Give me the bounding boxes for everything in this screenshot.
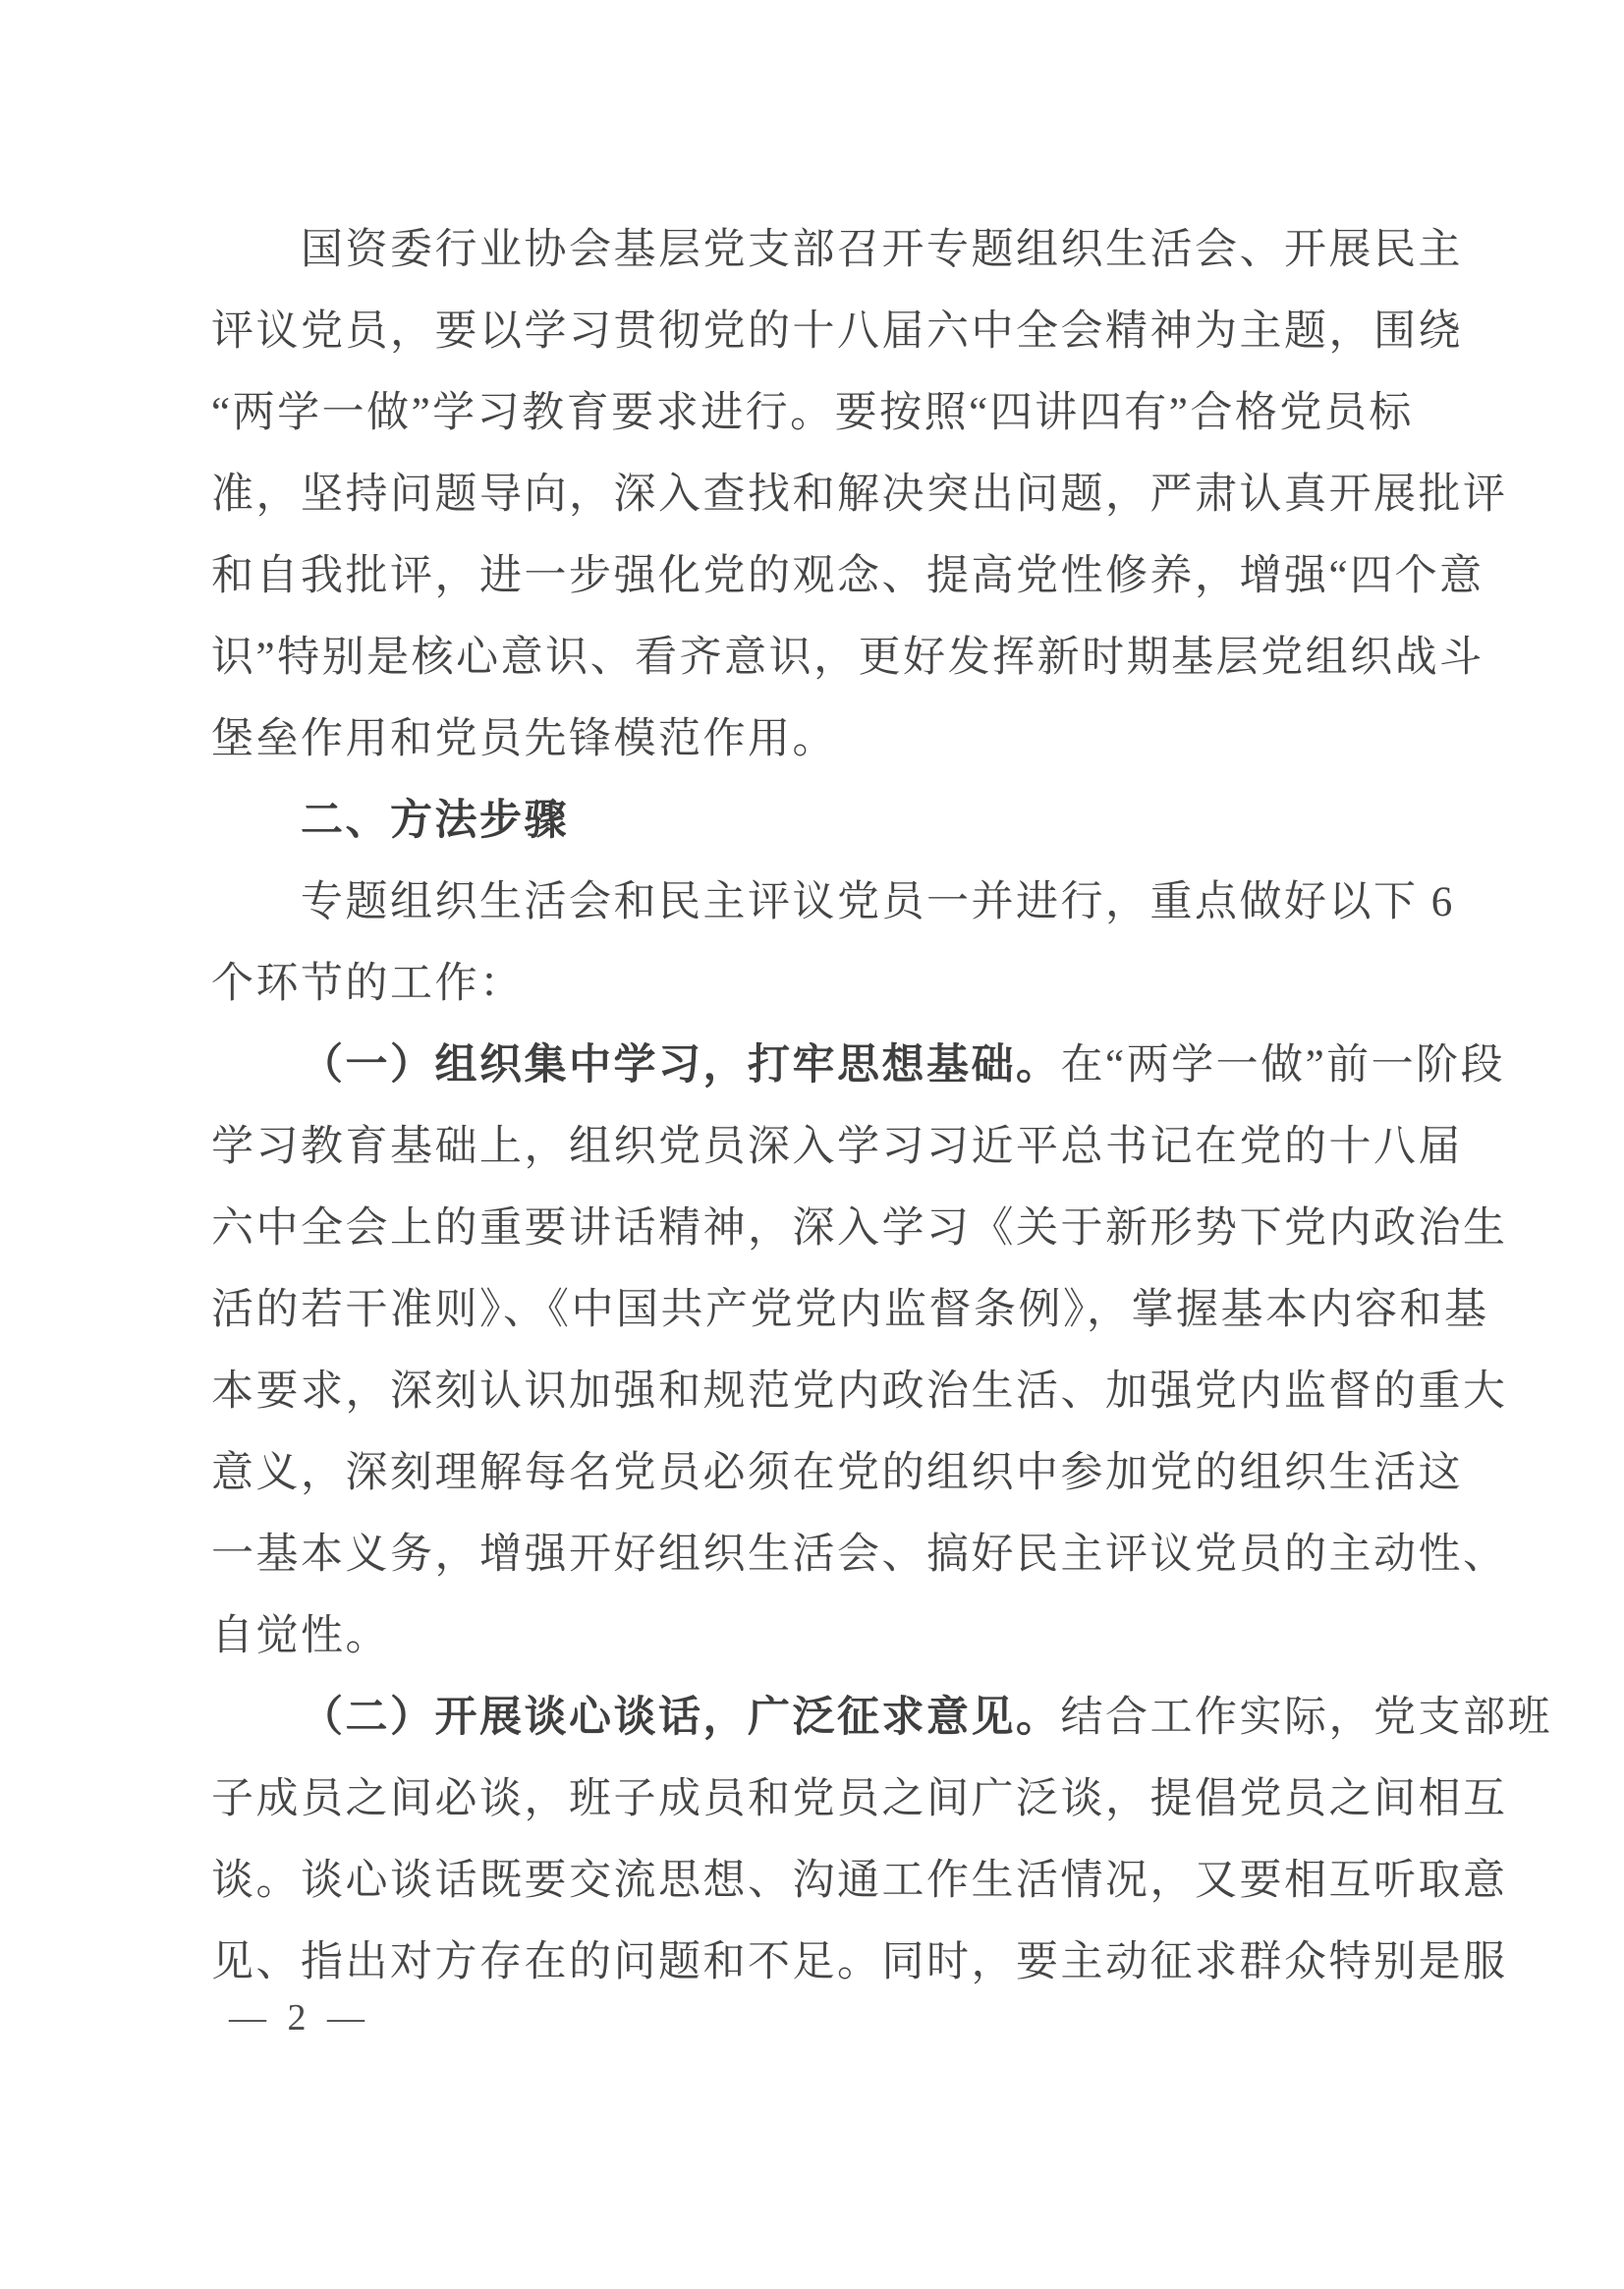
body-text: 一基本义务，增强开好组织生活会、搞好民主评议党员的主动性、 (211, 1532, 1508, 1578)
heading-text: 二、方法步骤 (301, 797, 569, 844)
body-text: 谈。谈心谈话既要交流思想、沟通工作生活情况，又要相互听取意 (211, 1858, 1508, 1904)
body-text: 国资委行业协会基层党支部召开专题组织生活会、开展民主 (301, 227, 1463, 273)
body-text: 结合工作实际，党支部班 (1060, 1695, 1552, 1741)
text-line (211, 698, 1474, 780)
body-text: 和自我批评，进一步强化党的观念、提高党性修养，增强“四个意 (211, 553, 1484, 599)
body-text: 识”特别是核心意识、看齐意识，更好发挥新时期基层党组织战斗 (211, 635, 1484, 681)
text-line (211, 372, 1474, 454)
text-line (211, 1432, 1474, 1514)
body-text: 学习教育基础上，组织党员深入学习习近平总书记在党的十八届 (211, 1124, 1463, 1170)
page-number: — 2 — (229, 1997, 370, 2038)
heading-text: （一）组织集中学习，打牢思想基础。 (301, 1042, 1061, 1089)
document-lines (211, 209, 1552, 2003)
body-text: 子成员之间必谈，班子成员和党员之间广泛谈，提倡党员之间相互 (211, 1776, 1508, 1822)
text-line (211, 1677, 1552, 1759)
heading-text: （二）开展谈心谈话，广泛征求意见。 (301, 1695, 1061, 1741)
body-text: 个环节的工作： (211, 961, 525, 1007)
text-line (211, 1269, 1489, 1351)
text-line (211, 535, 1484, 617)
body-text: 自觉性。 (211, 1613, 390, 1659)
text-line (211, 780, 1474, 862)
text-line (211, 862, 1474, 943)
text-line (211, 1759, 1508, 1840)
text-line (211, 1106, 1474, 1188)
body-text: 本要求，深刻认识加强和规范党内政治生活、加强党内监督的重大 (211, 1368, 1508, 1415)
text-line (211, 209, 1474, 291)
body-text: 专题组织生活会和民主评议党员一并进行，重点做好以下 6 (301, 879, 1455, 925)
text-line (211, 291, 1474, 372)
text-line (211, 1514, 1508, 1595)
text-line (211, 1922, 1508, 2003)
body-text: 堡垒作用和党员先锋模范作用。 (211, 716, 837, 762)
body-text: 准，坚持问题导向，深入查找和解决突出问题，严肃认真开展批评 (211, 472, 1508, 518)
body-text: “两学一做”学习教育要求进行。要按照“四讲四有”合格党员标 (211, 390, 1414, 436)
text-line (211, 617, 1484, 698)
body-text: 评议党员，要以学习贯彻党的十八届六中全会精神为主题，围绕 (211, 308, 1463, 355)
body-text: 六中全会上的重要讲话精神，深入学习《关于新形势下党内政治生 (211, 1205, 1508, 1252)
text-line (211, 1025, 1506, 1106)
text-line (211, 1188, 1508, 1269)
body-text: 意义，深刻理解每名党员必须在党的组织中参加党的组织生活这 (211, 1450, 1463, 1496)
body-text: 活的若干准则》、《中国共产党党内监督条例》，掌握基本内容和基 (211, 1287, 1489, 1333)
text-line (211, 1595, 1474, 1677)
text-line (211, 1840, 1508, 1922)
body-text: 见、指出对方存在的问题和不足。同时，要主动征求群众特别是服 (211, 1939, 1508, 1985)
text-line (211, 1351, 1508, 1432)
text-line (211, 943, 1474, 1025)
body-text: 在“两学一做”前一阶段 (1060, 1042, 1506, 1089)
text-line (211, 454, 1508, 535)
